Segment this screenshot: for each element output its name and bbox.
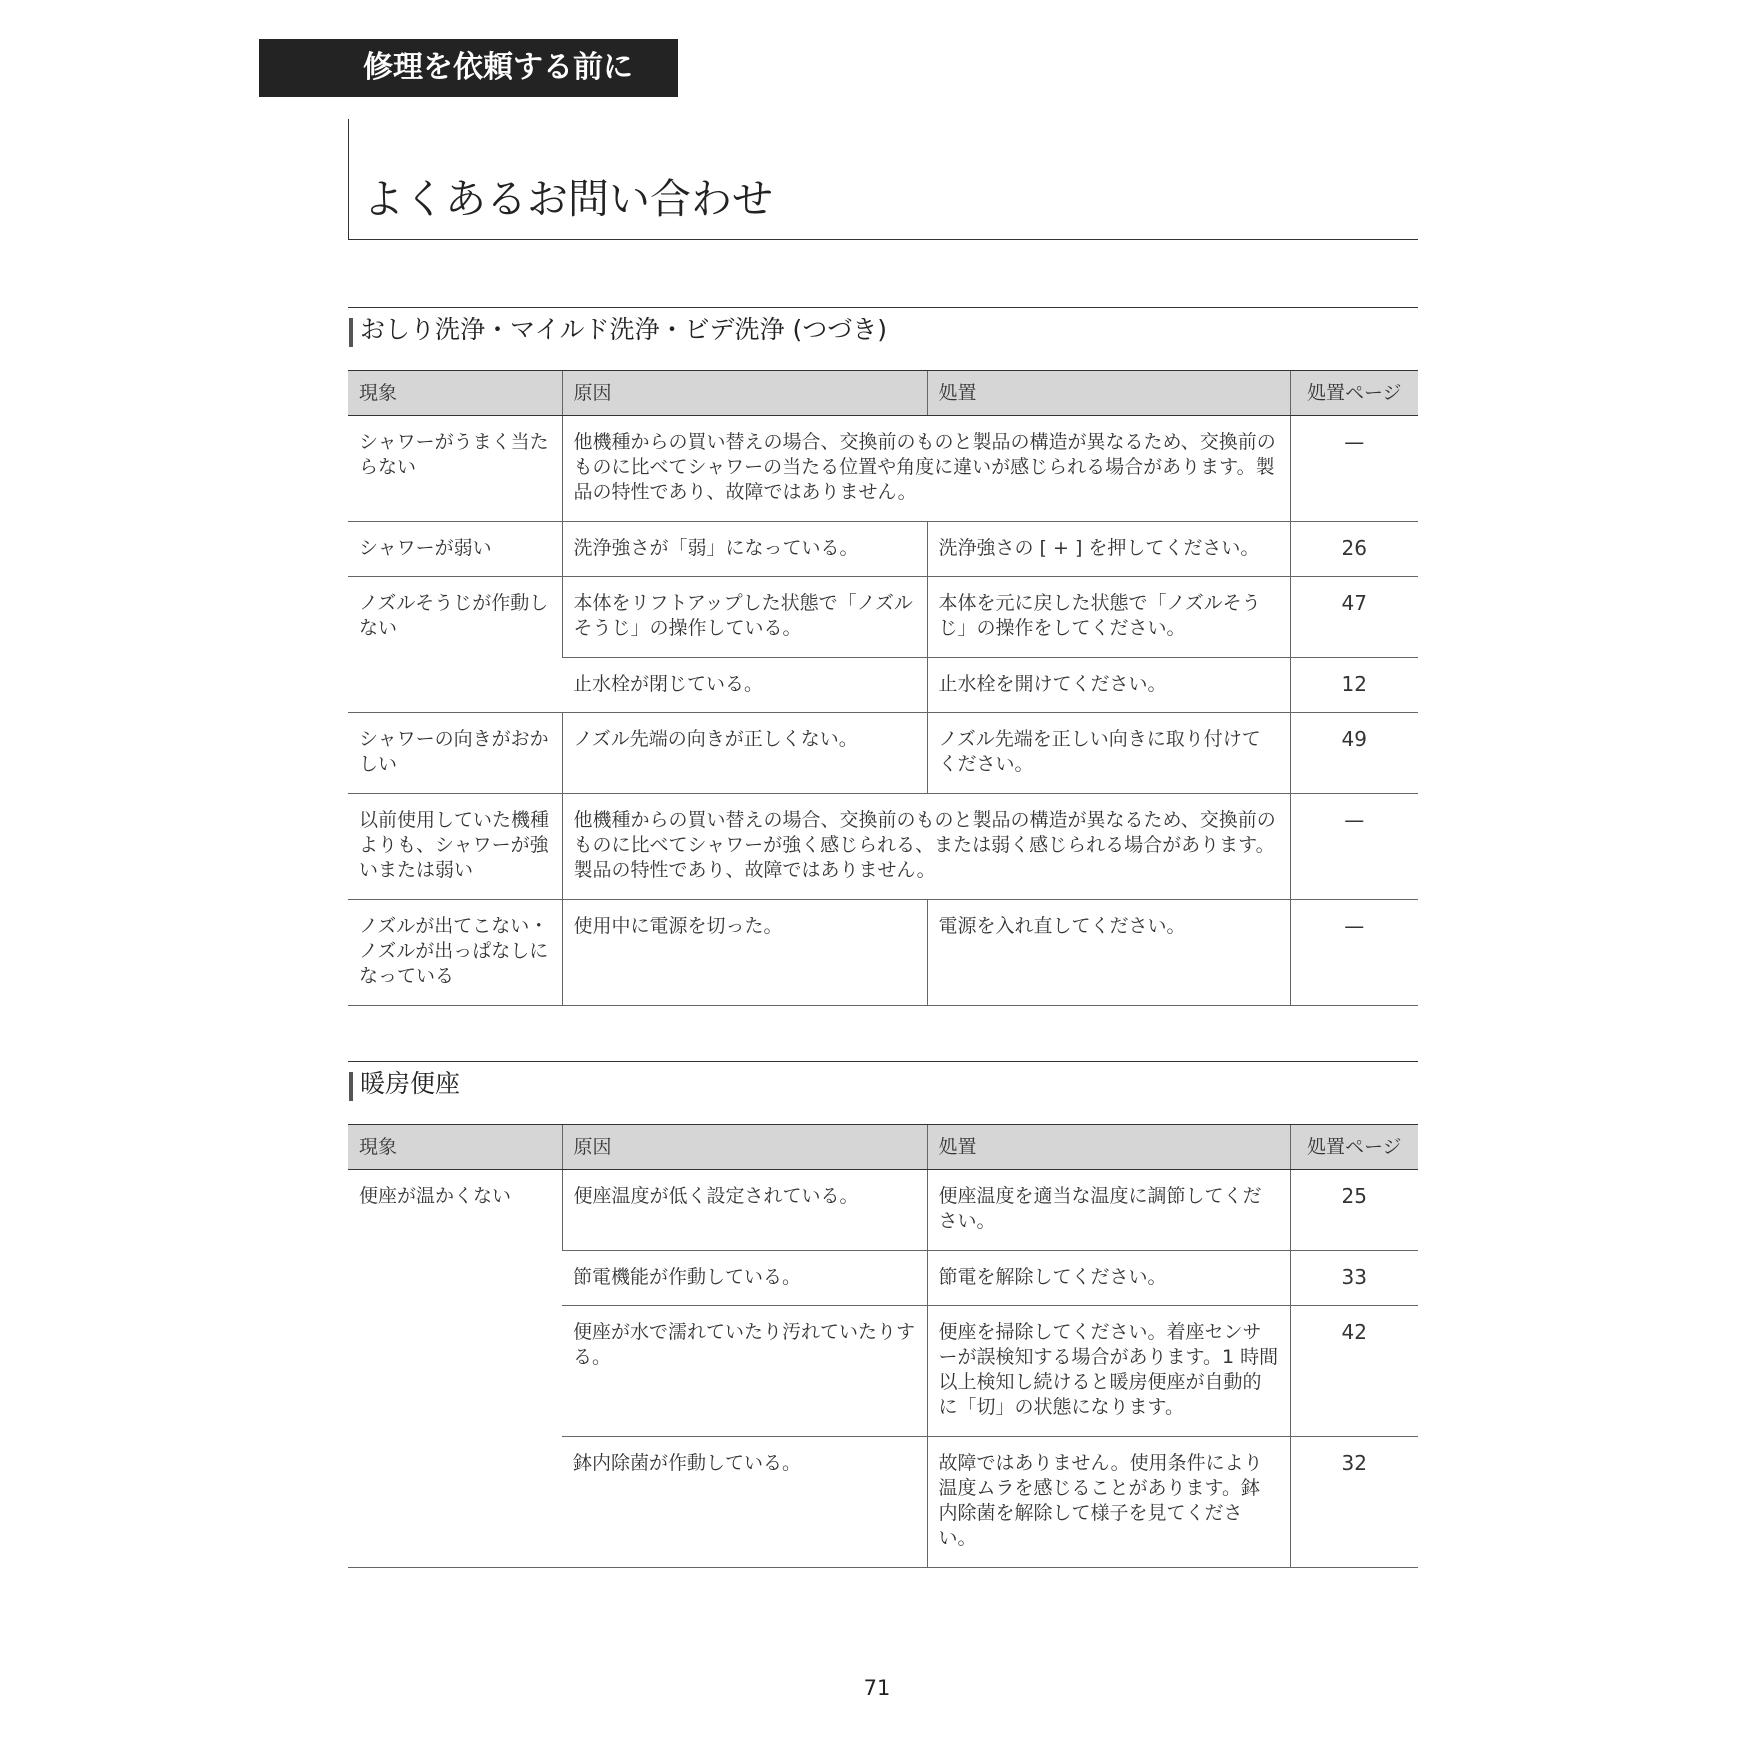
header-symptom: 現象	[348, 371, 562, 416]
table-row	[348, 1170, 1418, 1251]
remedy-cell: 洗浄強さの [ + ] を押してください。	[927, 522, 1290, 577]
cause-cell: 鉢内除菌が作動している。	[562, 1437, 927, 1568]
cause-remedy-cell: 他機種からの買い替えの場合、交換前のものと製品の構造が異なるため、交換前のものに比べてシャワーの当たる位置や角度に違いが感じられる場合があります。製品の特性であり、故障ではありません。	[562, 416, 1290, 522]
symptom-cell: 便座が温かくない	[348, 1170, 562, 1568]
page-cell: 47	[1290, 577, 1418, 658]
remedy-cell: 止水栓を開けてください。	[927, 658, 1290, 713]
remedy-cell: 便座温度を適当な温度に調節してください。	[927, 1170, 1290, 1251]
section-heading-washing	[348, 307, 1418, 347]
header-remedy: 処置	[927, 1125, 1290, 1170]
page-cell: 12	[1290, 658, 1418, 713]
table-header-row	[348, 1125, 1418, 1170]
table-row	[348, 900, 1418, 1006]
header-symptom: 現象	[348, 1125, 562, 1170]
remedy-cell: 故障ではありません。使用条件により温度ムラを感じることがあります。鉢内除菌を解除して様子を見てください。	[927, 1437, 1290, 1568]
remedy-cell: 便座を掃除してください。着座センサーが誤検知する場合があります。1 時間以上検知し続けると暖房便座が自動的に「切」の状態になります。	[927, 1306, 1290, 1437]
symptom-cell: シャワーの向きがおかしい	[348, 713, 562, 794]
page-cell: 25	[1290, 1170, 1418, 1251]
symptom-cell: 以前使用していた機種よりも、シャワーが強いまたは弱い	[348, 794, 562, 900]
page-cell: 26	[1290, 522, 1418, 577]
page-title-block	[348, 119, 1418, 240]
symptom-cell: ノズルが出てこない・ノズルが出っぱなしになっている	[348, 900, 562, 1006]
table-row	[348, 522, 1418, 577]
page-cell: 49	[1290, 713, 1418, 794]
page-cell: —	[1290, 794, 1418, 900]
section-marker	[349, 318, 353, 347]
symptom-cell: シャワーがうまく当たらない	[348, 416, 562, 522]
cause-cell: 使用中に電源を切った。	[562, 900, 927, 1006]
table-row	[348, 577, 1418, 658]
header-page: 処置ページ	[1290, 1125, 1418, 1170]
header-remedy: 処置	[927, 371, 1290, 416]
table-header-row	[348, 371, 1418, 416]
table-row	[348, 416, 1418, 522]
table-row	[348, 794, 1418, 900]
page-title: よくあるお問い合わせ	[363, 175, 773, 223]
cause-cell: 洗浄強さが「弱」になっている。	[562, 522, 927, 577]
faq-table-heated-seat	[348, 1124, 1418, 1568]
section-marker	[349, 1072, 353, 1101]
cause-cell: 便座温度が低く設定されている。	[562, 1170, 927, 1251]
page-number: 71	[863, 1676, 891, 1700]
section-heading-heated-seat	[348, 1061, 1418, 1101]
remedy-cell: ノズル先端を正しい向きに取り付けてください。	[927, 713, 1290, 794]
cause-cell: 便座が水で濡れていたり汚れていたりする。	[562, 1306, 927, 1437]
header-page: 処置ページ	[1290, 371, 1418, 416]
remedy-cell: 電源を入れ直してください。	[927, 900, 1290, 1006]
cause-cell: ノズル先端の向きが正しくない。	[562, 713, 927, 794]
remedy-cell: 本体を元に戻した状態で「ノズルそうじ」の操作をしてください。	[927, 577, 1290, 658]
header-cause: 原因	[562, 371, 927, 416]
cause-cell: 節電機能が作動している。	[562, 1251, 927, 1306]
cause-cell: 本体をリフトアップした状態で「ノズルそうじ」の操作している。	[562, 577, 927, 658]
page-cell: —	[1290, 900, 1418, 1006]
header-cause: 原因	[562, 1125, 927, 1170]
chapter-tab	[259, 39, 678, 97]
symptom-cell: シャワーが弱い	[348, 522, 562, 577]
section-title: おしり洗浄・マイルド洗浄・ビデ洗浄 (つづき)	[360, 315, 887, 344]
page-cell: 32	[1290, 1437, 1418, 1568]
chapter-tab-label: 修理を依頼する前に	[363, 50, 633, 85]
section-title: 暖房便座	[360, 1069, 461, 1098]
symptom-cell: ノズルそうじが作動しない	[348, 577, 562, 713]
faq-table-washing	[348, 370, 1418, 1006]
page-cell: —	[1290, 416, 1418, 522]
cause-cell: 止水栓が閉じている。	[562, 658, 927, 713]
table-row	[348, 713, 1418, 794]
cause-remedy-cell: 他機種からの買い替えの場合、交換前のものと製品の構造が異なるため、交換前のものに比べてシャワーが強く感じられる、または弱く感じられる場合があります。製品の特性であり、故障ではありません。	[562, 794, 1290, 900]
remedy-cell: 節電を解除してください。	[927, 1251, 1290, 1306]
page-cell: 42	[1290, 1306, 1418, 1437]
page-cell: 33	[1290, 1251, 1418, 1306]
